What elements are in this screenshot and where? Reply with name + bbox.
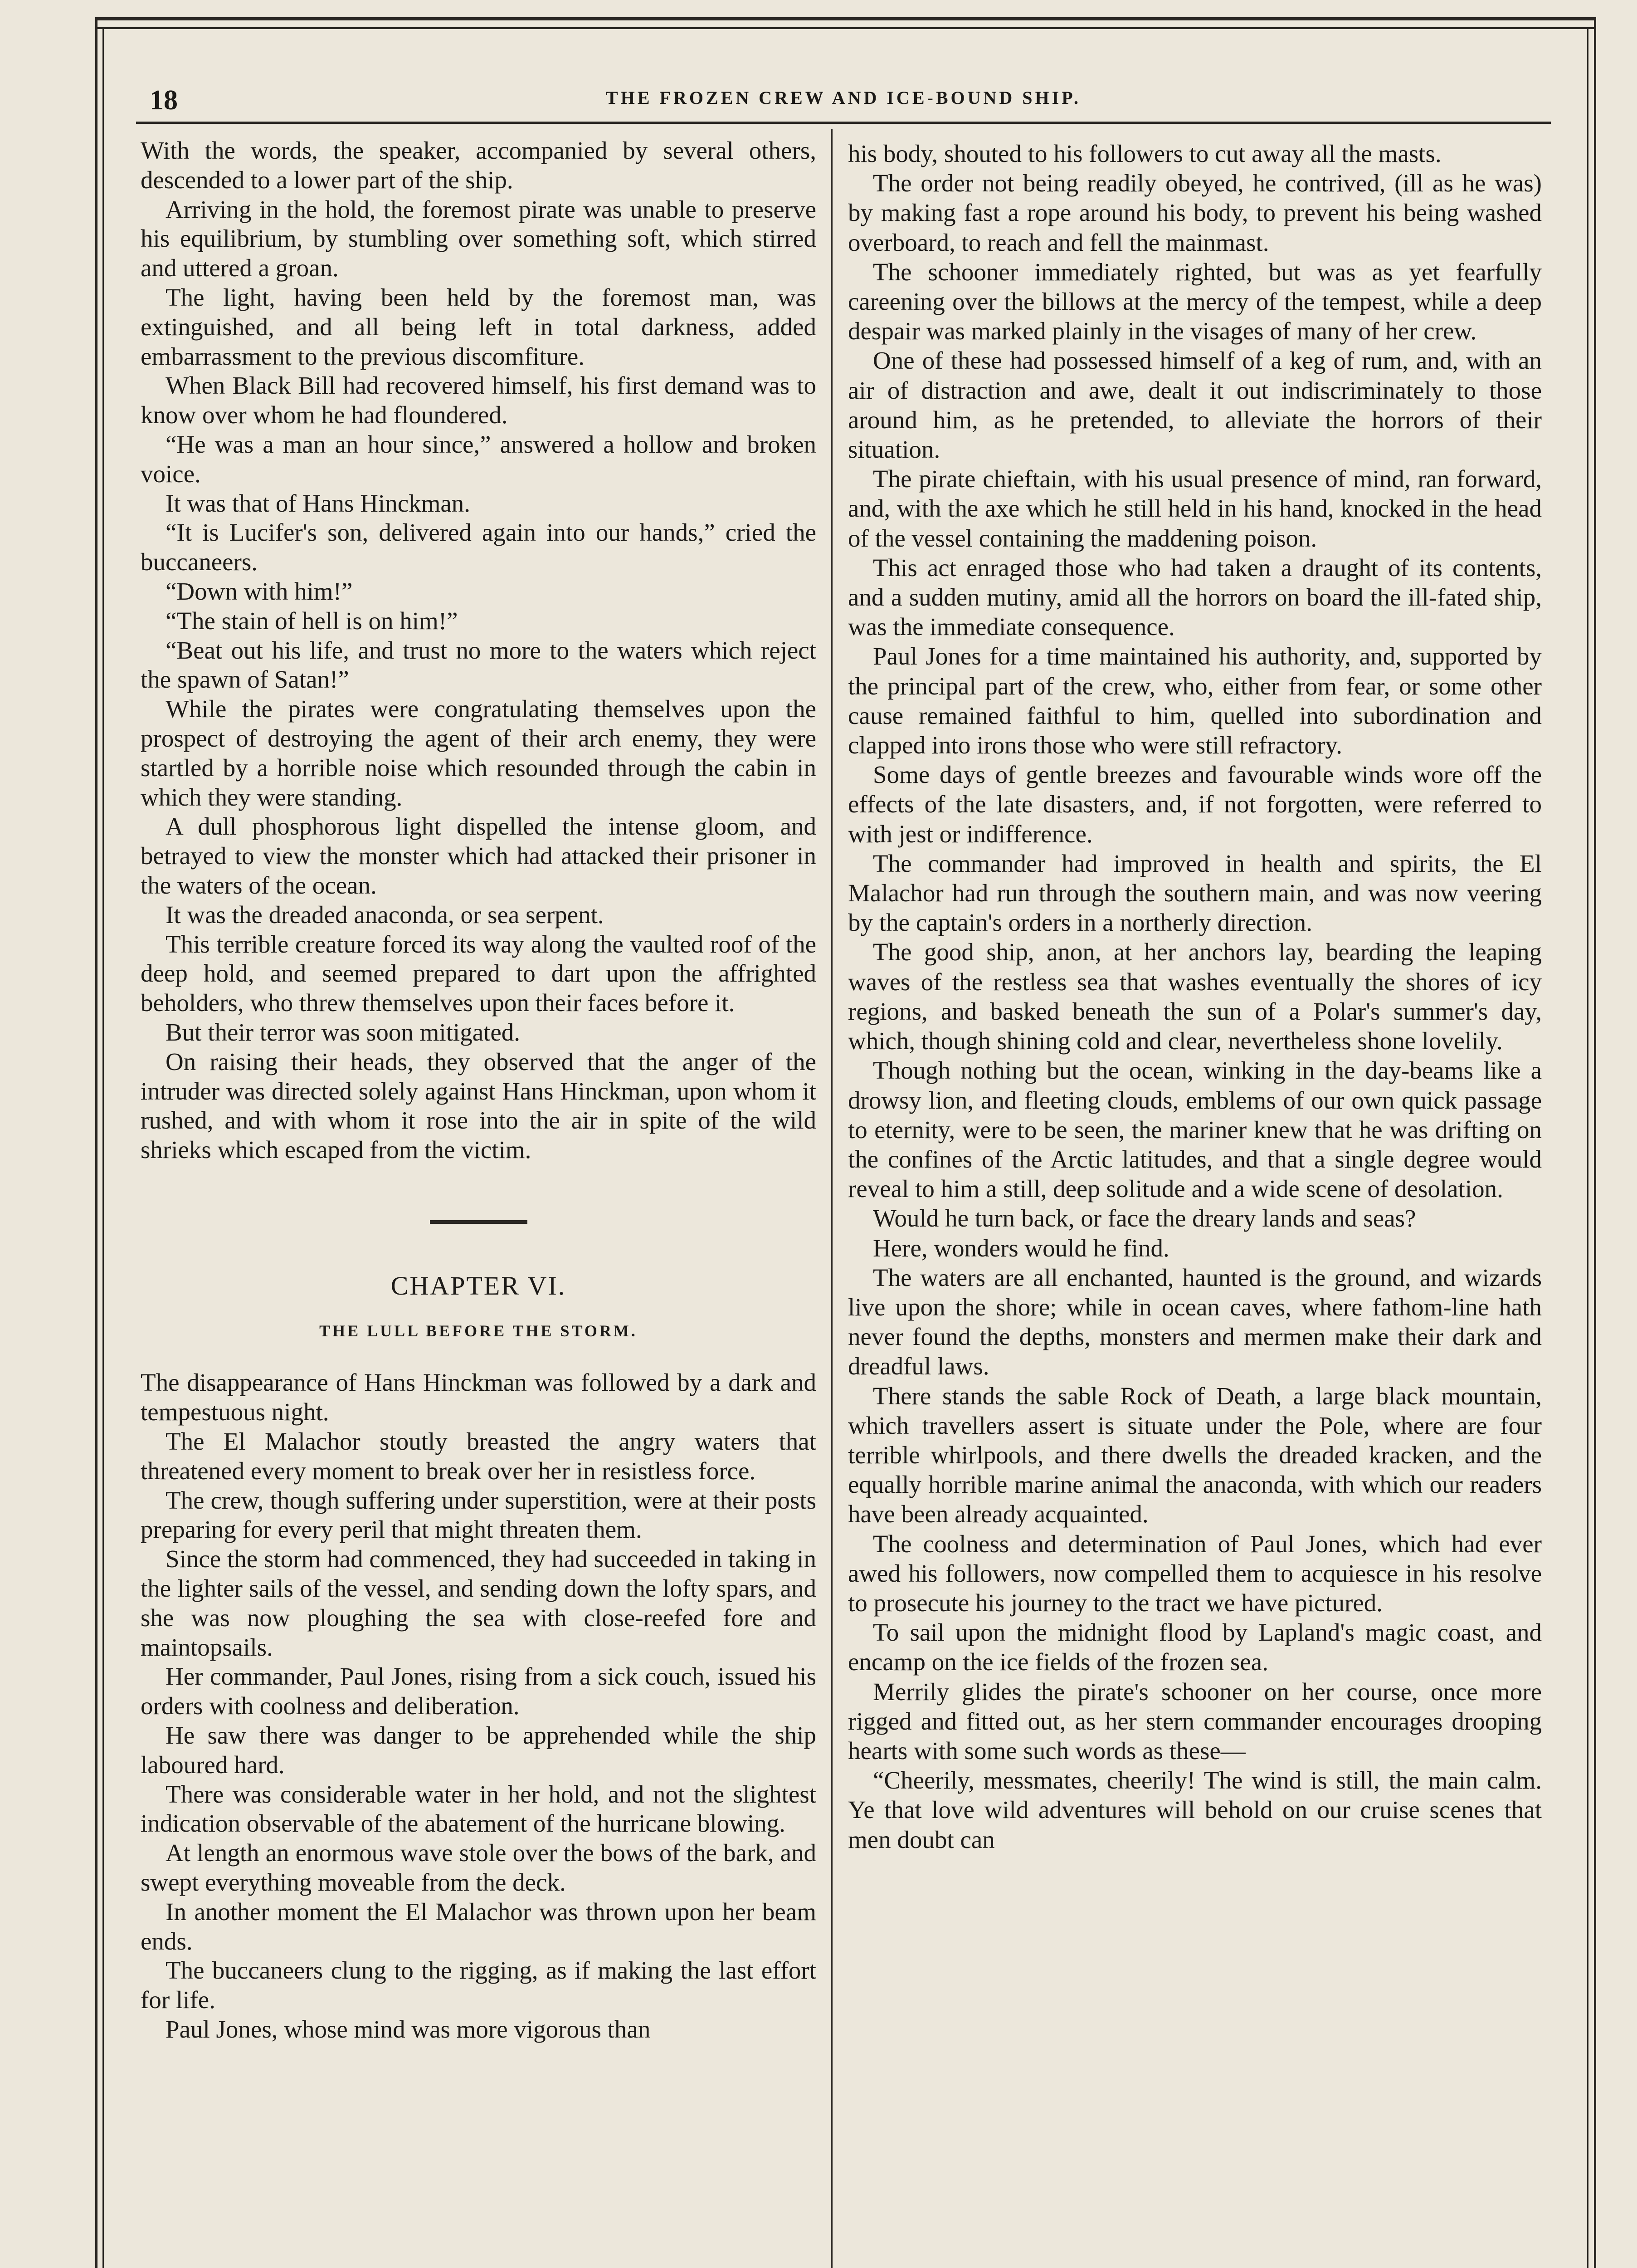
- paragraph: The crew, though suffering under superstition, were at their posts preparing for every peril that might threaten them.: [141, 1486, 816, 1544]
- frame-rule-left-inner: [102, 27, 104, 2268]
- paragraph: The El Malachor stoutly breasted the angry waters that threatened every moment to break over her in resistless force.: [141, 1427, 816, 1485]
- paragraph: “Down with him!”: [166, 577, 353, 605]
- paragraph: Arriving in the hold, the foremost pirate was unable to preserve his equilibrium, by stumbling over something soft, which stirred and uttered a groan.: [141, 195, 816, 282]
- paragraph: “Beat out his life, and trust no more to the waters which reject the spawn of Satan!”: [141, 636, 816, 694]
- chapter-subtitle: THE LULL BEFORE THE STORM.: [319, 1321, 638, 1340]
- page-number: 18: [150, 85, 178, 116]
- chapter-divider-rule: [430, 1220, 527, 1224]
- paragraph: To sail upon the midnight flood by Lapland's magic coast, and encamp on the ice fields of the frozen sea.: [848, 1618, 1542, 1676]
- paragraph: One of these had possessed himself of a keg of rum, and, with an air of distraction and awe, dealt it out indiscriminately to those around him, as he pretended, to alleviate the horrors of their situation.: [848, 347, 1542, 464]
- paragraph: It was that of Hans Hinckman.: [166, 489, 471, 517]
- paragraph: “Cheerily, messmates, cheerily! The wind is still, the main calm. Ye that love wild adventures will behold on our cruise scenes that men doubt can: [848, 1766, 1542, 1853]
- paragraph: Though nothing but the ocean, winking in the day-beams like a drowsy lion, and fleeting clouds, emblems of our own quick passage to eternity, were to be seen, the mariner knew that he was drifting on the confines of the Arctic latitudes, and that a single degree would reveal to him a still, deep solitude and a wide scene of desolation.: [848, 1056, 1542, 1203]
- paragraph: The buccaneers clung to the rigging, as if making the last effort for life.: [141, 1956, 816, 2014]
- paragraph: The schooner immediately righted, but was as yet fearfully careening over the billows at the mercy of the tempest, while a deep despair was marked plainly in the visages of many of her crew.: [848, 258, 1542, 345]
- column-divider: [831, 129, 833, 2268]
- left-column: [141, 136, 816, 2044]
- paragraph: He saw there was danger to be apprehended while the ship laboured hard.: [141, 1721, 816, 1779]
- paragraph: On raising their heads, they observed that the anger of the intruder was directed solely against Hans Hinckman, upon whom it rushed, and with whom it rose into the air in spite of the wild shrieks which escaped from the victim.: [141, 1047, 816, 1164]
- paragraph: This terrible creature forced its way along the vaulted roof of the deep hold, and seemed prepared to dart upon the affrighted beholders, who threw themselves upon their faces before it.: [141, 930, 816, 1017]
- paragraph: There stands the sable Rock of Death, a large black mountain, which travellers assert is situate under the Pole, where are four terrible whirlpools, and there dwells the dreaded kracken, and the equally horrible marine animal the anaconda, with which our readers have been already acquainted.: [848, 1382, 1542, 1528]
- paragraph: The waters are all enchanted, haunted is the ground, and wizards live upon the shore; while in ocean caves, where fathom-line hath never found the depths, monsters and mermen make their dark and dreadful laws.: [848, 1263, 1542, 1380]
- paragraph: Since the storm had commenced, they had succeeded in taking in the lighter sails of the vessel, and sending down the lofty spars, and she was now ploughing the sea with close-reefed fore and maintopsails.: [141, 1545, 816, 1661]
- paragraph: In another moment the El Malachor was thrown upon her beam ends.: [141, 1897, 816, 1955]
- page-header-title: THE FROZEN CREW AND ICE-BOUND SHIP.: [606, 88, 1081, 108]
- paragraph: Paul Jones, whose mind was more vigorous than: [166, 2015, 651, 2043]
- paragraph: Merrily glides the pirate's schooner on her course, once more rigged and fitted out, as her stern commander encourages drooping hearts with some such words as these—: [848, 1677, 1542, 1765]
- paragraph: Here, wonders would he find.: [873, 1234, 1169, 1262]
- frame-rule-left: [95, 17, 97, 2268]
- frame-rule-top: [95, 17, 1596, 20]
- frame-rule-right: [1594, 17, 1596, 2268]
- paragraph: While the pirates were congratulating themselves upon the prospect of destroying the agent of their arch enemy, they were startled by a horrible noise which resounded through the cabin in which they were standing.: [141, 695, 816, 811]
- paragraph: Paul Jones for a time maintained his authority, and, supported by the principal part of the crew, who, either from fear, or some other cause remained faithful to him, quelled into subordination and clapped into irons those who were still refractory.: [848, 642, 1542, 759]
- paragraph: When Black Bill had recovered himself, his first demand was to know over whom he had floundered.: [141, 371, 816, 429]
- paragraph: “The stain of hell is on him!”: [166, 606, 458, 635]
- paragraph: The commander had improved in health and spirits, the El Malachor had run through the southern main, and was now veering by the captain's orders in a northerly direction.: [848, 849, 1542, 937]
- paragraph: The disappearance of Hans Hinckman was followed by a dark and tempestuous night.: [141, 1369, 816, 1426]
- paragraph: Some days of gentle breezes and favourable winds wore off the effects of the late disasters, and, if not forgotten, were referred to with jest or indifference.: [848, 761, 1542, 848]
- paragraph: his body, shouted to his followers to cut away all the masts.: [848, 140, 1442, 167]
- paragraph: “It is Lucifer's son, delivered again into our hands,” cried the buccaneers.: [141, 518, 816, 576]
- paragraph: But their terror was soon mitigated.: [166, 1018, 521, 1046]
- frame-rule-right-inner: [1587, 27, 1588, 2268]
- paragraph: There was considerable water in her hold, and not the slightest indication observable of the abatement of the hurricane blowing.: [141, 1780, 816, 1838]
- paragraph: This act enraged those who had taken a draught of its contents, and a sudden mutiny, amid all the horrors on board the ill-fated ship, was the immediate consequence.: [848, 553, 1542, 641]
- running-head: [136, 84, 1551, 121]
- paragraph: The order not being readily obeyed, he contrived, (ill as he was) by making fast a rope around his body, to prevent his being washed overboard, to reach and fell the mainmast.: [848, 169, 1542, 256]
- header-rule: [136, 122, 1551, 124]
- paragraph: The good ship, anon, at her anchors lay, bearding the leaping waves of the restless sea that washes eventually the shores of icy regions, and basked beneath the sun of a Polar's summer's day, which, though shining cold and clear, nevertheless shone lovelily.: [848, 938, 1542, 1055]
- paragraph: With the words, the speaker, accompanied by several others, descended to a lower part of the ship.: [141, 137, 816, 194]
- paragraph: A dull phosphorous light dispelled the intense gloom, and betrayed to view the monster which had attacked their prisoner in the waters of the ocean.: [141, 812, 816, 899]
- paragraph: Her commander, Paul Jones, rising from a sick couch, issued his orders with coolness and deliberation.: [141, 1662, 816, 1720]
- chapter-title: CHAPTER VI.: [390, 1271, 566, 1300]
- paragraph: The pirate chieftain, with his usual presence of mind, ran forward, and, with the axe which he still held in his hand, knocked in the head of the vessel containing the maddening poison.: [848, 465, 1542, 552]
- paragraph: Would he turn back, or face the dreary lands and seas?: [873, 1204, 1416, 1232]
- paragraph: The coolness and determination of Paul Jones, which had ever awed his followers, now compelled them to acquiesce in his resolve to prosecute his journey to the tract we have pictured.: [848, 1530, 1542, 1617]
- frame-rule-top-inner: [95, 27, 1596, 29]
- right-column: [848, 139, 1542, 1854]
- paragraph: The light, having been held by the foremost man, was extinguished, and all being left in total darkness, added embarrassment to the previous discomfiture.: [141, 283, 816, 370]
- paragraph: It was the dreaded anaconda, or sea serpent.: [166, 900, 604, 929]
- paragraph: At length an enormous wave stole over the bows of the bark, and swept everything moveable from the deck.: [141, 1839, 816, 1897]
- paragraph: “He was a man an hour since,” answered a hollow and broken voice.: [141, 430, 816, 488]
